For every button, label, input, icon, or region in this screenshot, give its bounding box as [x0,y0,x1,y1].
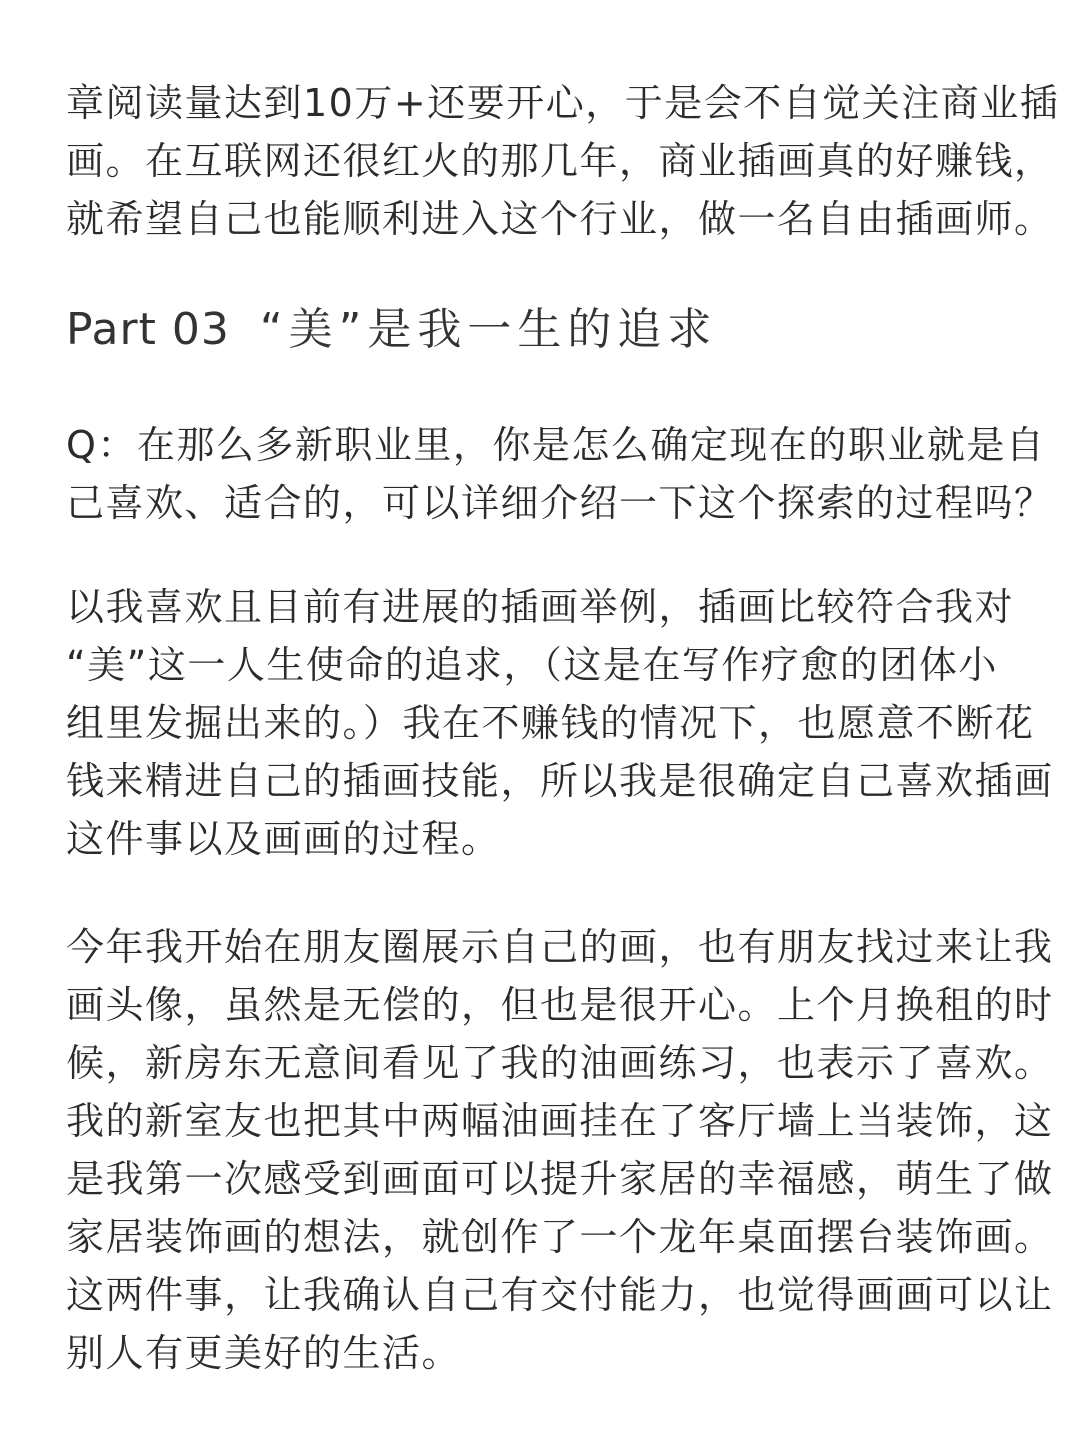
text-line: 这两件事，让我确认自己有交付能力，也觉得画画可以让 [66,1273,1054,1317]
text-line: 我的新室友也把其中两幅油画挂在了客厅墙上当装饰，这 [66,1099,1054,1143]
text-line: 组里发掘出来的。）我在不赚钱的情况下，也愿意不断花 [66,701,1035,745]
question-paragraph [66,416,1054,532]
text-line: “美”这一人生使命的追求，（这是在写作疗愈的团体小 [66,643,998,687]
intro-paragraph [66,74,1059,248]
answer-paragraph-2 [66,918,1054,1382]
section-title: “美”是我一生的追求 [259,304,718,355]
text-line: 别人有更美好的生活。 [66,1331,462,1375]
text-line: 画。在互联网还很红火的那几年，商业插画真的好赚钱， [66,139,1054,183]
text-line: 这件事以及画画的过程。 [66,817,501,861]
section-heading [66,300,717,360]
section-part-label: Part 03 [66,304,230,355]
text-line: 就希望自己也能顺利进入这个行业，做一名自由插画师。 [66,197,1054,241]
answer-paragraph-1 [66,578,1054,868]
text-line: 候，新房东无意间看见了我的油画练习，也表示了喜欢。 [66,1041,1054,1085]
text-line: 钱来精进自己的插画技能，所以我是很确定自己喜欢插画 [66,759,1054,803]
text-line: 以我喜欢且目前有进展的插画举例，插画比较符合我对 [66,585,1015,629]
text-line: 章阅读量达到10万+还要开心，于是会不自觉关注商业插 [66,81,1060,125]
text-line: 己喜欢、适合的，可以详细介绍一下这个探索的过程吗？ [66,481,1054,525]
text-line: 是我第一次感受到画面可以提升家居的幸福感，萌生了做 [66,1157,1054,1201]
text-line: Q：在那么多新职业里，你是怎么确定现在的职业就是自 [66,423,1046,467]
text-line: 今年我开始在朋友圈展示自己的画，也有朋友找过来让我 [66,925,1054,969]
text-line: 画头像，虽然是无偿的，但也是很开心。上个月换租的时 [66,983,1054,1027]
text-line: 家居装饰画的想法，就创作了一个龙年桌面摆台装饰画。 [66,1215,1054,1259]
